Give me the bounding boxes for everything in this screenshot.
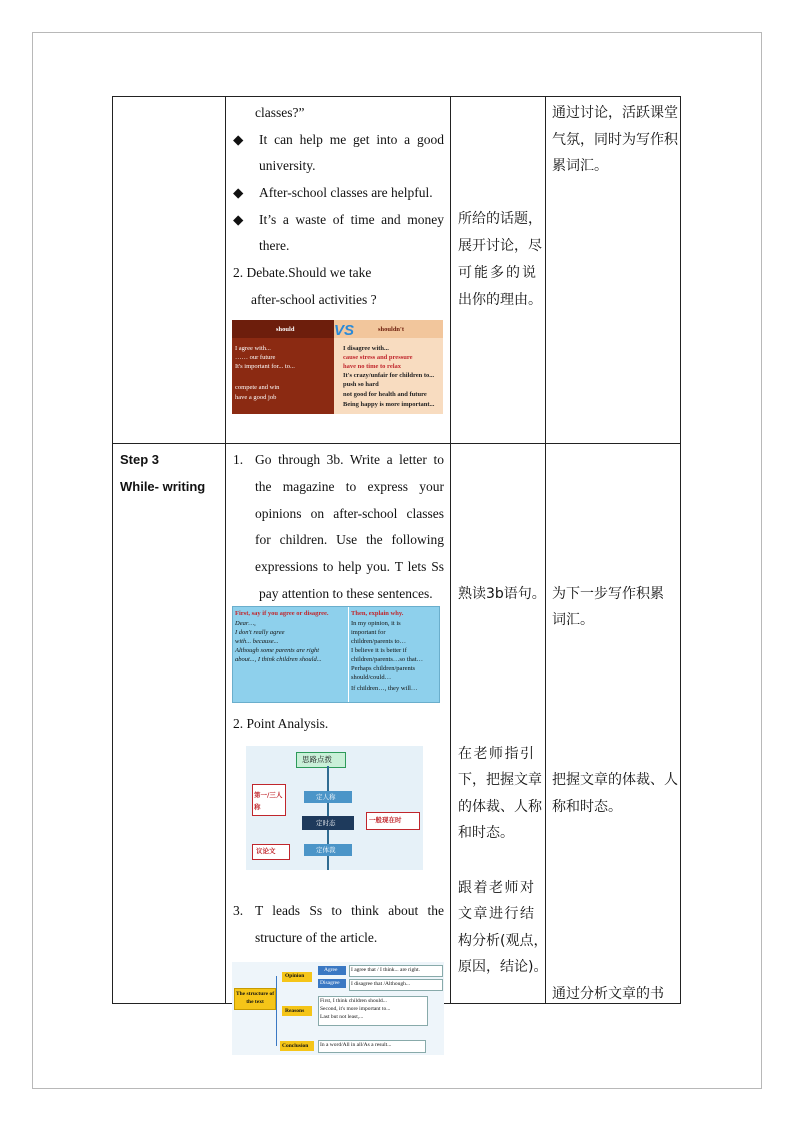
struct-reasons-line-2: Last but not least,... [320,1014,364,1020]
expr-right-head: Then, explain why. [351,610,404,617]
struct-reasons-line-1: Second, it's more important to... [320,1006,391,1012]
structure-image [232,962,444,1055]
expr-right-line-7: If children…, they will… [351,685,418,692]
row2-col4-a-0: 为下一步写作积累 [552,586,664,602]
expr-right-line-6: should/could… [351,674,392,681]
point-ding-tense: 定时态 [316,819,336,827]
item3-number: 3. [233,903,244,918]
debate-shouldnt-label: shouldn't [378,326,405,333]
expr-right-line-4: children/parents…so that… [351,656,424,663]
debate-right-line-4: push so hard [343,381,379,388]
point-genre-label: 议论文 [256,847,276,855]
item3-line-0: T leads Ss to think about the [255,903,444,918]
expr-right-line-0: In my opinion, it is [351,620,401,627]
struct-trunk [276,976,277,1046]
debate-left-line-1: …… our future [235,354,276,361]
struct-reasons-line-0: First, I think children should... [320,998,387,1004]
row1-col3-line-3: 出你的理由。 [458,292,542,308]
step-subtitle: While- writing [120,479,206,494]
expr-left-line-2: with... because... [235,638,279,645]
debate-vs-label: VS [334,322,355,339]
expr-left-line-3: Although some parents are right [235,647,320,654]
debate-image [232,320,443,414]
debate-right-line-5: not good for health and future [343,391,427,398]
row1-line-3: After-school classes are helpful. [259,185,433,200]
col-line-3 [545,96,546,1004]
row2-col3-a: 熟读3b语句。 [458,586,546,602]
expr-right-line-3: I believe it is better if [351,647,407,654]
item1-line-3: for children. Use the following [255,532,444,547]
struct-conclusion-label: Conclusion [282,1043,309,1049]
expr-left-head: First, say if you agree or disagree. [235,610,329,617]
row2-col4-c: 通过分析文章的书 [552,986,664,1002]
row1-line-7: after-school activities ? [251,292,377,307]
row1-line-6: 2. Debate.Should we take [233,265,372,280]
item1-line-2: opinions on after-school classes [255,506,444,521]
item1-line-1: the magazine to express your [255,479,444,494]
debate-left-line-5: have a good job [235,394,277,401]
row2-col3-c-2: 构分析(观点， [458,933,548,949]
struct-conclusion-text: In a word/All in all/As a result... [320,1042,392,1048]
expr-left-line-4: about..., I think children should... [235,656,322,663]
debate-right-line-6: Being happy is more important... [343,401,435,408]
row1-col3-line-0: 所给的话题， [458,211,542,227]
debate-right-line-0: I disagree with... [343,345,389,352]
struct-opinion-label: Opinion [285,973,305,979]
expr-right-line-2: children/parents to… [351,638,407,645]
point-title: 思路点拨 [302,755,332,764]
col-line-4 [680,96,681,1004]
row2-col3-b-0: 在老师指引 [458,746,536,762]
col-line-0 [112,96,113,1004]
expr-right-line-5: Perhaps children/parents [351,665,416,672]
debate-right-line-1: cause stress and pressure [343,354,413,361]
bullet-2: ◆ [233,185,244,200]
struct-root-label: The structure of the text [235,991,275,1005]
expr-left-line-1: I don't really agree [235,629,285,636]
row1-line-5: there. [259,238,290,253]
item2-text: 2. Point Analysis. [233,716,329,731]
row1-col3-line-2: 可能多的说 [458,265,538,281]
row1-col4-line-0: 通过讨论，活跃课堂 [552,105,678,121]
struct-disagree-label: Disagree [320,980,340,986]
row1-col4-line-2: 累词汇。 [552,158,608,174]
row1-col3-line-1: 展开讨论，尽 [458,238,542,254]
col-line-1 [225,96,226,1004]
item1-line-0: Go through 3b. Write a letter to [255,452,444,467]
row2-col3-b-1: 下，把握文章 [458,772,542,788]
row2-col3-b-3: 和时态。 [458,825,514,841]
struct-reasons-label: Reasons [285,1008,305,1014]
row1-col4-line-1: 气氛，同时为写作积 [552,132,678,148]
item1-number: 1. [233,452,244,467]
row1-line-0: classes?” [255,105,305,120]
row2-col3-c-3: 原因，结论)。 [458,959,548,975]
point-ding-person: 定人称 [316,793,336,801]
struct-agree-label: Agree [324,967,338,973]
row2-col3-c-0: 跟着老师对 [458,880,536,896]
expressions-divider [348,607,349,703]
debate-left-line-2: It's important for... to... [235,363,295,370]
row2-col4-b: 把握文章的体裁、人 [552,772,678,788]
bullet-3: ◆ [233,212,244,227]
item3-line-1: structure of the article. [255,930,378,945]
table-top-border [112,96,681,97]
bullet-1: ◆ [233,132,244,147]
expressions-image [232,606,440,703]
row-divider [112,443,681,444]
row2-col3-c-1: 文章进行结 [458,906,536,922]
point-ding-genre: 定体裁 [316,846,336,854]
point-analysis-image [246,746,423,870]
debate-should-label: should [276,326,295,333]
row2-col4-a-1: 词汇。 [552,612,594,628]
item1-line-5: pay attention to these sentences. [259,586,433,601]
item1-line-4: expressions to help you. T lets Ss [255,559,444,574]
debate-right-line-2: have no time to relax [343,363,402,370]
row1-line-4: It’s a waste of time and money [259,212,444,227]
row2-col4-b2: 称和时态。 [552,799,622,815]
expr-right-line-1: important for [351,629,386,636]
row1-line-2: university. [259,158,316,173]
point-person-label: 第一/三人称 [254,791,283,811]
step-title: Step 3 [120,452,160,467]
expr-left-line-0: Dear…, [235,620,256,627]
debate-left-line-0: I agree with... [235,345,271,352]
row1-line-1: It can help me get into a good [259,132,444,147]
col-line-2 [450,96,451,1004]
struct-disagree-text: I disagree that /Although... [351,981,410,987]
debate-left-line-4: compete and win [235,384,280,391]
struct-agree-text: I agree that / I think... are right. [351,967,420,973]
debate-right-line-3: It's crazy/unfair for children to... [343,372,435,379]
point-tense-label: 一般现在时 [369,816,402,824]
row2-col3-b-2: 的体裁、人称 [458,799,542,815]
